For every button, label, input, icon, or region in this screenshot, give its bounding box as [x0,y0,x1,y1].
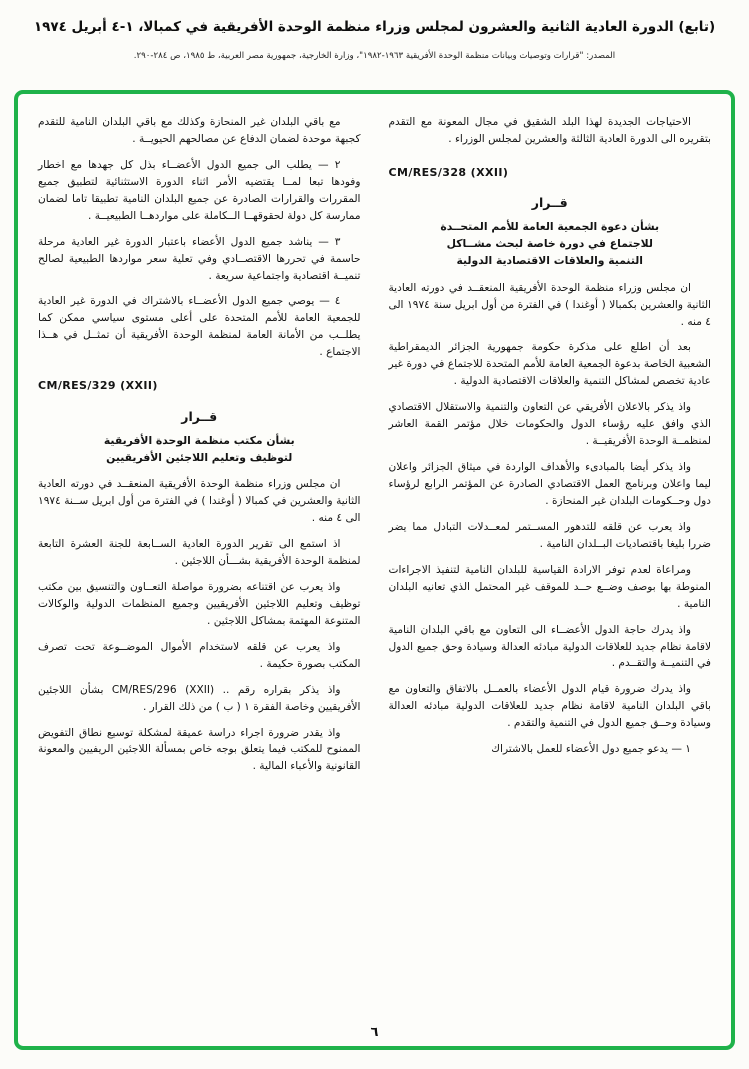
paragraph-numbered-item: ١ — يدعو جميع دول الأعضاء للعمل بالاشتراك [491,743,691,756]
resolution-subtitle: بشأن مكتب منظمة الوحدة الأفريقية [103,433,295,447]
paragraph: واذ يقدر ضرورة اجراء دراسة عميقة لمشكلة توسيع نطاق التفويض الممنوح للمكتب فيما يتعلق بوجه خاص بمسألة اللاجئين الريفيين والمعونة القانونية والأعباء المالية . [38,726,361,773]
page-number: ٦ [370,1025,379,1040]
paragraph-numbered-item: ٣ — يناشد جميع الدول الأعضاء باعتبار الدورة غير العادية مرحلة حاسمة في تحررها الاقتصــادي وفي تعلية سعر مواردها الطبيعية لصالح تنميــة اقتصادية واجتماعية سريعة . [38,235,361,282]
resolution-title: قــرار [531,195,568,211]
resolution-code: CM/RES/329 (XXII) [38,379,158,393]
green-border-frame [14,90,735,1050]
paragraph: بعد أن اطلع على مذكرة حكومة جمهورية الجزائر الديمقراطية الشعبية الخاصة بدعوة الجمعية العامة للأمم المتحدة للاجتماع في دورة غير عادية تخصص لمشاكل التنمية والعلاقات الاقتصادية الدولية . [388,341,711,388]
document-title: (تابع) الدورة العادية الثانية والعشرون لمجلس وزراء منظمة الوحدة الأفريقية في كمبالا، ١-٤ أبريل ١٩٧٤ [33,19,716,35]
paragraph: مع باقي البلدان غير المنحازة وكذلك مع باقي البلدان النامية للتقدم كجبهة موحدة لضمان الدفاع عن مصالحهم الحيويــة . [38,116,361,145]
two-column-text-area [18,94,731,1020]
paragraph: واذ يعرب عن قلقه للتدهور المســتمر لمعــدلات التبادل مما يضر ضررا بليغا باقتصاديات البــلدان النامية . [388,520,711,550]
right-column [389,114,712,1014]
paragraph-numbered-item: ٤ — يوصي جميع الدول الأعضــاء بالاشتراك في الدورة غير العادية للجمعية العامة للأمم المتحدة على أعلى مستوى سياسي ممكن كما يطلــب من الأمانة العامة لمنظمة الوحدة الأفريقية أن تمثــل في هــذا الاجتماع . [38,295,361,359]
paragraph: الاحتياجات الجديدة لهذا البلد الشقيق في مجال المعونة مع التقدم بتقريره الى الدورة العادية الثالثة والعشرين لمجلس الوزراء . [388,116,711,145]
paragraph: واذ يعرب عن اقتناعه بضرورة مواصلة التعــاون والتنسيق بين مكتب توظيف وتعليم اللاجئين الأفريقيين وجميع المنظمات الدولية والوكالات المتنوعة المهتمة بمشاكل اللاجئين . [38,580,361,627]
paragraph-with-code: واذ يذكر بقراره رقم .. CM/RES/296 (XXII) بشأن اللاجئين الأفريقيين وخاصة الفقرة ١ ( ب ) من ذلك القرار . [38,683,361,713]
resolution-subtitle: بشأن دعوة الجمعية العامة للأمم المتحــدة [440,220,660,234]
document-source-line: المصدر: "قرارات وتوصيات وبيانات منظمة الوحدة الأفريقية ١٩٦٣-١٩٨٢"، وزارة الخارجية، جمهورية مصر العربية، ط ١٩٨٥، ص ٢٨٤-٢٩٠. [133,50,616,61]
paragraph: ان مجلس وزراء منظمة الوحدة الأفريقية المنعقــد في دورته العادية الثانية والعشرين بكمبالا ( أوغندا ) في الفترة من أول ابريل سنة ١٩٧٤ الى ٤ منه . [388,281,711,328]
resolution-subtitle: لتوظيف وتعليم اللاجئين الأفريقيين [106,450,293,464]
paragraph: واذ يعرب عن قلقه لاستخدام الأموال الموضــوعة تحت تصرف المكتب بصورة حكيمة . [38,640,361,670]
resolution-title: قــرار [181,408,218,424]
paragraph: اذ استمع الى تقرير الدورة العادية الســابعة للجنة العشرة التابعة لمنظمة الوحدة الأفريقية بشـــأن اللاجئين . [38,538,361,567]
paragraph: واذ يدرك ضرورة قيام الدول الأعضاء بالعمــل بالاتفاق والتعاون مع باقي البلدان النامية لاقامة نظام جديد للعلاقات الدولية مبادئه العدالة وسيادة وحــق جميع الدول في التنمية والتقدم . [388,683,711,730]
paragraph: واذ يذكر أيضا بالمبادىء والأهداف الواردة في ميثاق الجزائر واعلان ليما واعلان وبرنامج العمل الاقتصادي الصادرة عن المؤتمر الرابع لرؤساء دول وحــكومات البلدان غير المنحازة . [388,461,711,507]
paragraph: ان مجلس وزراء منظمة الوحدة الأفريقية المنعقــد في دورته العادية الثانية والعشرين في كمبالا ( أوغندا ) في الفترة من أول ابريل ســنة ١٩٧٤ الى ٤ منه . [38,478,361,525]
paragraph: واذ يذكر بالاعلان الأفريقي عن التعاون والتنمية والاستقلال الاقتصادي الذي وافق عليه رؤساء الدول والحكومات خلال مؤتمر القمة العاشر لمنظمــة الوحدة الأفريقيــة . [388,401,711,448]
resolution-code: CM/RES/328 (XXII) [388,165,509,179]
paragraph: ومراعاة لعدم توفر الارادة القياسية للبلدان النامية لتنفيذ الاجراءات المنوطة بها بوصف وضــع حــد للموقف غير المحتمل الذي تعانيه البلدان النامية . [388,563,711,610]
resolution-subtitle: التنمية والعلاقات الاقتصادية الدولية [456,253,644,267]
paragraph: واذ يدرك حاجة الدول الأعضــاء الى التعاون مع باقي البلدان النامية لاقامة نظام جديد للعلاقات الدولية مبادئه العدالة وسيادة وحق جميع الدول في التنميــة والتقــدم . [388,623,711,670]
document-header [20,18,729,61]
paragraph-numbered-item: ٢ — يطلب الى جميع الدول الأعضــاء بذل كل جهدها مع اخطار وفودها تبعا لمــا يقتضيه الأمر اثناء الدورة الاستثنائية لتطبيق جميع المقررات والقرارات الصادرة عن جميع البلدان النامية تطبيقا تاما لضمان ممارسة كل دولة لحقوقهــا الــكاملة على مواردهــا الطبيعيــة . [38,158,361,222]
resolution-subtitle: للاجتماع في دورة خاصة لبحث مشــاكل [446,237,653,251]
left-column [38,114,361,1014]
